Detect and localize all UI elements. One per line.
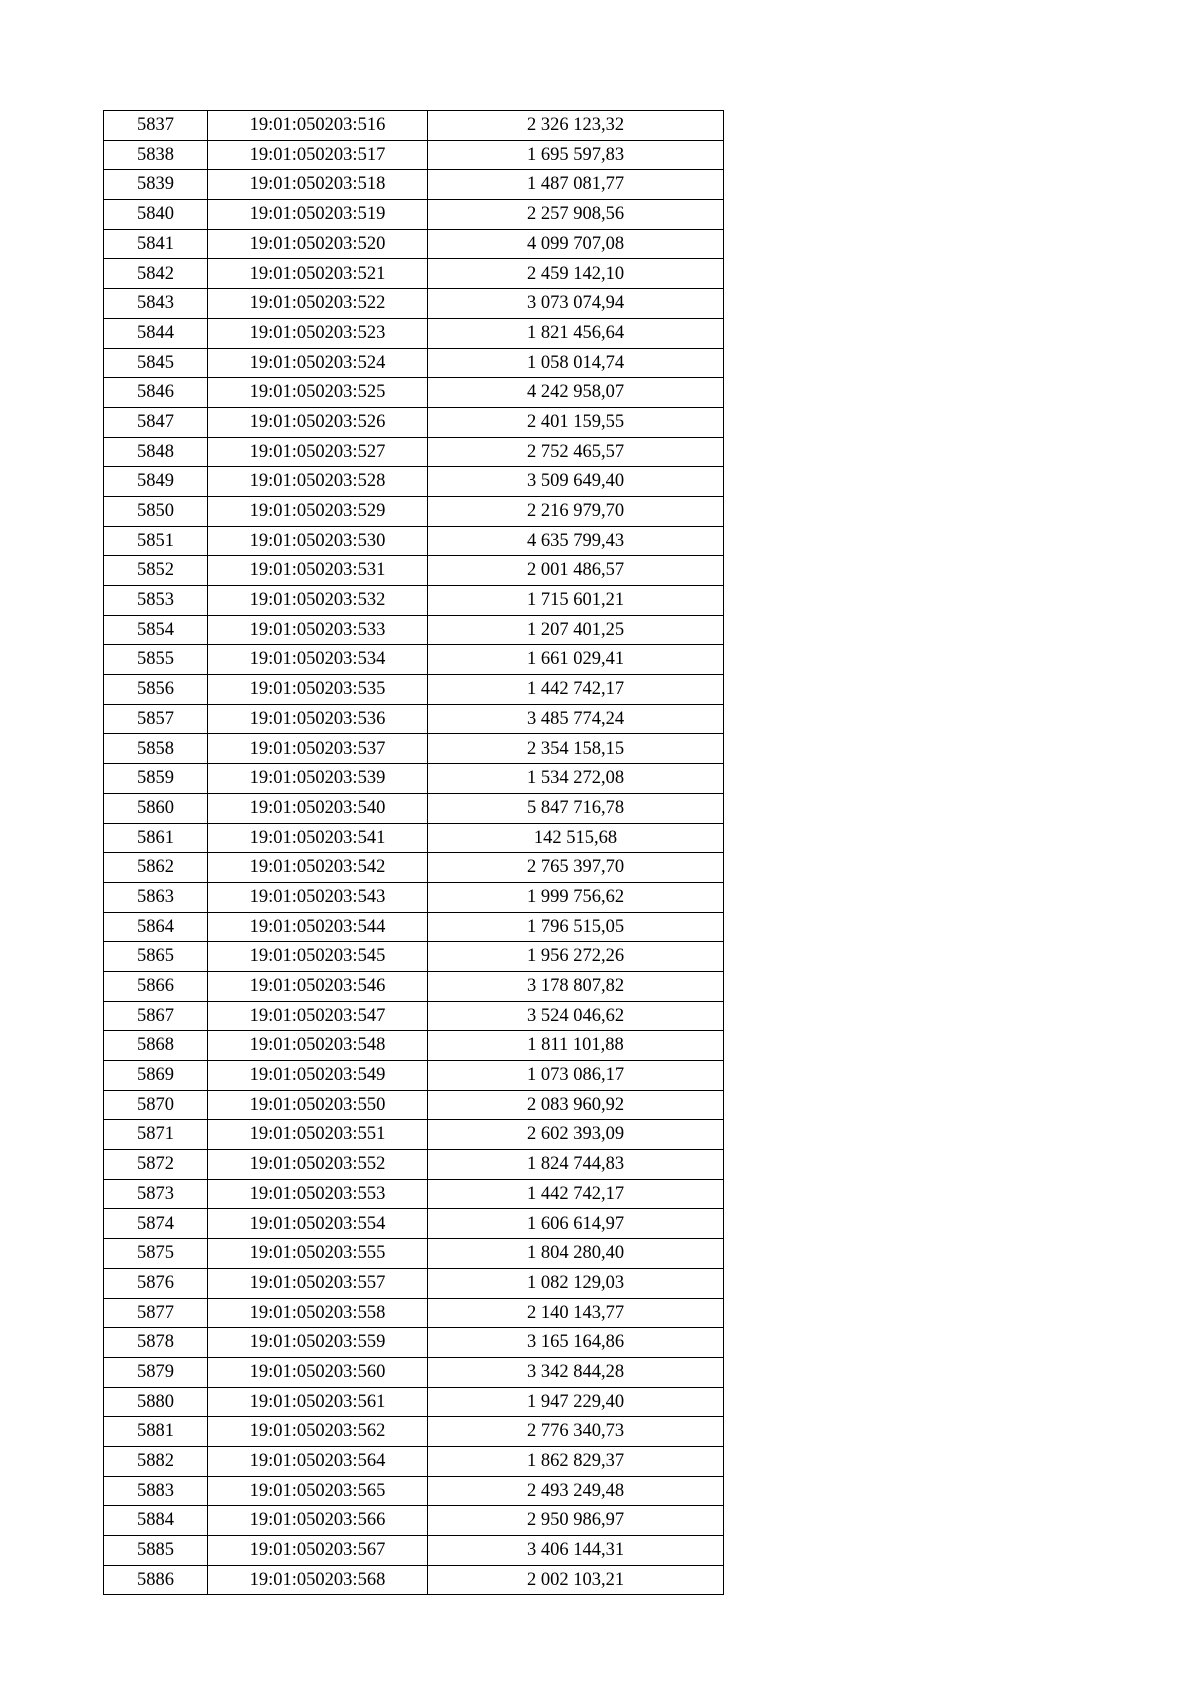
value-cell: 2 765 397,70: [428, 853, 724, 883]
value-cell: 1 606 614,97: [428, 1209, 724, 1239]
table-row: [104, 1387, 724, 1417]
value-cell: 2 459 142,10: [428, 259, 724, 289]
table-row: [104, 734, 724, 764]
row-number-cell: 5882: [104, 1446, 208, 1476]
row-number-cell: 5861: [104, 823, 208, 853]
cadastral-number-cell: 19:01:050203:520: [208, 229, 428, 259]
cadastral-number-cell: 19:01:050203:557: [208, 1268, 428, 1298]
cadastral-number-cell: 19:01:050203:551: [208, 1120, 428, 1150]
cadastral-number-cell: 19:01:050203:540: [208, 793, 428, 823]
table-row: [104, 407, 724, 437]
cadastral-number-cell: 19:01:050203:564: [208, 1446, 428, 1476]
row-number-cell: 5850: [104, 496, 208, 526]
table-row: [104, 704, 724, 734]
row-number-cell: 5845: [104, 348, 208, 378]
cadastral-number-cell: 19:01:050203:521: [208, 259, 428, 289]
table-row: [104, 378, 724, 408]
cadastral-number-cell: 19:01:050203:523: [208, 318, 428, 348]
value-cell: 3 509 649,40: [428, 467, 724, 497]
cadastral-number-cell: 19:01:050203:516: [208, 111, 428, 141]
row-number-cell: 5851: [104, 526, 208, 556]
value-cell: 1 661 029,41: [428, 645, 724, 675]
value-cell: 1 487 081,77: [428, 170, 724, 200]
table-row: [104, 971, 724, 1001]
row-number-cell: 5886: [104, 1565, 208, 1595]
table-row: [104, 675, 724, 705]
cadastral-number-cell: 19:01:050203:531: [208, 556, 428, 586]
cadastral-number-cell: 19:01:050203:550: [208, 1090, 428, 1120]
row-number-cell: 5885: [104, 1536, 208, 1566]
table-row: [104, 1298, 724, 1328]
row-number-cell: 5847: [104, 407, 208, 437]
cadastral-number-cell: 19:01:050203:567: [208, 1536, 428, 1566]
row-number-cell: 5884: [104, 1506, 208, 1536]
cadastral-number-cell: 19:01:050203:542: [208, 853, 428, 883]
value-cell: 1 207 401,25: [428, 615, 724, 645]
value-cell: 4 099 707,08: [428, 229, 724, 259]
table-row: [104, 793, 724, 823]
data-table: [103, 110, 724, 1595]
cadastral-number-cell: 19:01:050203:539: [208, 764, 428, 794]
value-cell: 1 442 742,17: [428, 675, 724, 705]
row-number-cell: 5838: [104, 140, 208, 170]
value-cell: 3 406 144,31: [428, 1536, 724, 1566]
value-cell: 1 695 597,83: [428, 140, 724, 170]
row-number-cell: 5848: [104, 437, 208, 467]
value-cell: 2 326 123,32: [428, 111, 724, 141]
row-number-cell: 5875: [104, 1239, 208, 1269]
cadastral-number-cell: 19:01:050203:527: [208, 437, 428, 467]
cadastral-number-cell: 19:01:050203:562: [208, 1417, 428, 1447]
table-row: [104, 1536, 724, 1566]
row-number-cell: 5849: [104, 467, 208, 497]
row-number-cell: 5871: [104, 1120, 208, 1150]
value-cell: 3 524 046,62: [428, 1001, 724, 1031]
row-number-cell: 5877: [104, 1298, 208, 1328]
row-number-cell: 5870: [104, 1090, 208, 1120]
table-row: [104, 1150, 724, 1180]
row-number-cell: 5867: [104, 1001, 208, 1031]
value-cell: 1 073 086,17: [428, 1061, 724, 1091]
value-cell: 1 811 101,88: [428, 1031, 724, 1061]
row-number-cell: 5839: [104, 170, 208, 200]
table-row: [104, 526, 724, 556]
cadastral-number-cell: 19:01:050203:519: [208, 200, 428, 230]
row-number-cell: 5866: [104, 971, 208, 1001]
value-cell: 2 354 158,15: [428, 734, 724, 764]
cadastral-number-cell: 19:01:050203:552: [208, 1150, 428, 1180]
table-row: [104, 1446, 724, 1476]
cadastral-number-cell: 19:01:050203:543: [208, 882, 428, 912]
row-number-cell: 5873: [104, 1179, 208, 1209]
cadastral-number-cell: 19:01:050203:546: [208, 971, 428, 1001]
cadastral-number-cell: 19:01:050203:535: [208, 675, 428, 705]
value-cell: 2 493 249,48: [428, 1476, 724, 1506]
row-number-cell: 5858: [104, 734, 208, 764]
row-number-cell: 5854: [104, 615, 208, 645]
cadastral-number-cell: 19:01:050203:530: [208, 526, 428, 556]
value-cell: 1 058 014,74: [428, 348, 724, 378]
value-cell: 3 178 807,82: [428, 971, 724, 1001]
cadastral-number-cell: 19:01:050203:529: [208, 496, 428, 526]
value-cell: 1 956 272,26: [428, 942, 724, 972]
row-number-cell: 5852: [104, 556, 208, 586]
value-cell: 2 950 986,97: [428, 1506, 724, 1536]
cadastral-number-cell: 19:01:050203:525: [208, 378, 428, 408]
table-row: [104, 1239, 724, 1269]
value-cell: 4 242 958,07: [428, 378, 724, 408]
cadastral-number-cell: 19:01:050203:547: [208, 1001, 428, 1031]
row-number-cell: 5879: [104, 1357, 208, 1387]
value-cell: 142 515,68: [428, 823, 724, 853]
table-row: [104, 1268, 724, 1298]
table-row: [104, 318, 724, 348]
value-cell: 2 401 159,55: [428, 407, 724, 437]
table-row: [104, 615, 724, 645]
table-row: [104, 1417, 724, 1447]
row-number-cell: 5876: [104, 1268, 208, 1298]
cadastral-number-cell: 19:01:050203:553: [208, 1179, 428, 1209]
cadastral-number-cell: 19:01:050203:522: [208, 289, 428, 319]
value-cell: 4 635 799,43: [428, 526, 724, 556]
table-row: [104, 1031, 724, 1061]
table-row: [104, 259, 724, 289]
table-row: [104, 912, 724, 942]
value-cell: 2 752 465,57: [428, 437, 724, 467]
cadastral-number-cell: 19:01:050203:534: [208, 645, 428, 675]
row-number-cell: 5846: [104, 378, 208, 408]
cadastral-number-cell: 19:01:050203:554: [208, 1209, 428, 1239]
row-number-cell: 5841: [104, 229, 208, 259]
value-cell: 2 216 979,70: [428, 496, 724, 526]
cadastral-number-cell: 19:01:050203:537: [208, 734, 428, 764]
table-body: [104, 111, 724, 1595]
cadastral-number-cell: 19:01:050203:544: [208, 912, 428, 942]
row-number-cell: 5874: [104, 1209, 208, 1239]
row-number-cell: 5878: [104, 1328, 208, 1358]
value-cell: 1 999 756,62: [428, 882, 724, 912]
value-cell: 1 715 601,21: [428, 586, 724, 616]
cadastral-number-cell: 19:01:050203:565: [208, 1476, 428, 1506]
value-cell: 3 165 164,86: [428, 1328, 724, 1358]
cadastral-number-cell: 19:01:050203:559: [208, 1328, 428, 1358]
value-cell: 2 776 340,73: [428, 1417, 724, 1447]
cadastral-number-cell: 19:01:050203:518: [208, 170, 428, 200]
table-row: [104, 1209, 724, 1239]
table-row: [104, 1120, 724, 1150]
table-row: [104, 1357, 724, 1387]
table-row: [104, 586, 724, 616]
row-number-cell: 5844: [104, 318, 208, 348]
row-number-cell: 5853: [104, 586, 208, 616]
value-cell: 5 847 716,78: [428, 793, 724, 823]
table-row: [104, 882, 724, 912]
table-row: [104, 170, 724, 200]
value-cell: 1 796 515,05: [428, 912, 724, 942]
cadastral-number-cell: 19:01:050203:568: [208, 1565, 428, 1595]
table-row: [104, 111, 724, 141]
cadastral-number-cell: 19:01:050203:566: [208, 1506, 428, 1536]
table-row: [104, 645, 724, 675]
table-row: [104, 853, 724, 883]
table-row: [104, 1476, 724, 1506]
value-cell: 1 804 280,40: [428, 1239, 724, 1269]
value-cell: 2 602 393,09: [428, 1120, 724, 1150]
row-number-cell: 5865: [104, 942, 208, 972]
table-row: [104, 348, 724, 378]
table-row: [104, 1565, 724, 1595]
value-cell: 1 824 744,83: [428, 1150, 724, 1180]
value-cell: 2 001 486,57: [428, 556, 724, 586]
table-row: [104, 764, 724, 794]
value-cell: 3 485 774,24: [428, 704, 724, 734]
cadastral-number-cell: 19:01:050203:532: [208, 586, 428, 616]
table-row: [104, 200, 724, 230]
table-row: [104, 467, 724, 497]
table-row: [104, 1328, 724, 1358]
row-number-cell: 5869: [104, 1061, 208, 1091]
cadastral-number-cell: 19:01:050203:558: [208, 1298, 428, 1328]
table-row: [104, 1179, 724, 1209]
value-cell: 3 342 844,28: [428, 1357, 724, 1387]
row-number-cell: 5868: [104, 1031, 208, 1061]
cadastral-number-cell: 19:01:050203:545: [208, 942, 428, 972]
cadastral-number-cell: 19:01:050203:549: [208, 1061, 428, 1091]
row-number-cell: 5872: [104, 1150, 208, 1180]
value-cell: 3 073 074,94: [428, 289, 724, 319]
cadastral-number-cell: 19:01:050203:548: [208, 1031, 428, 1061]
row-number-cell: 5857: [104, 704, 208, 734]
cadastral-number-cell: 19:01:050203:528: [208, 467, 428, 497]
row-number-cell: 5859: [104, 764, 208, 794]
row-number-cell: 5880: [104, 1387, 208, 1417]
row-number-cell: 5883: [104, 1476, 208, 1506]
table-row: [104, 1506, 724, 1536]
value-cell: 1 442 742,17: [428, 1179, 724, 1209]
value-cell: 1 821 456,64: [428, 318, 724, 348]
table-row: [104, 1001, 724, 1031]
value-cell: 2 140 143,77: [428, 1298, 724, 1328]
cadastral-number-cell: 19:01:050203:536: [208, 704, 428, 734]
row-number-cell: 5856: [104, 675, 208, 705]
row-number-cell: 5860: [104, 793, 208, 823]
row-number-cell: 5842: [104, 259, 208, 289]
cadastral-number-cell: 19:01:050203:541: [208, 823, 428, 853]
table-row: [104, 437, 724, 467]
table-row: [104, 140, 724, 170]
value-cell: 2 257 908,56: [428, 200, 724, 230]
table-row: [104, 942, 724, 972]
cadastral-number-cell: 19:01:050203:533: [208, 615, 428, 645]
row-number-cell: 5863: [104, 882, 208, 912]
row-number-cell: 5840: [104, 200, 208, 230]
value-cell: 1 862 829,37: [428, 1446, 724, 1476]
cadastral-number-cell: 19:01:050203:524: [208, 348, 428, 378]
cadastral-number-cell: 19:01:050203:517: [208, 140, 428, 170]
row-number-cell: 5855: [104, 645, 208, 675]
value-cell: 1 534 272,08: [428, 764, 724, 794]
row-number-cell: 5837: [104, 111, 208, 141]
value-cell: 2 002 103,21: [428, 1565, 724, 1595]
row-number-cell: 5862: [104, 853, 208, 883]
table-row: [104, 1090, 724, 1120]
row-number-cell: 5881: [104, 1417, 208, 1447]
table-row: [104, 229, 724, 259]
table-row: [104, 496, 724, 526]
row-number-cell: 5843: [104, 289, 208, 319]
value-cell: 1 082 129,03: [428, 1268, 724, 1298]
cadastral-number-cell: 19:01:050203:555: [208, 1239, 428, 1269]
cadastral-number-cell: 19:01:050203:561: [208, 1387, 428, 1417]
value-cell: 1 947 229,40: [428, 1387, 724, 1417]
cadastral-number-cell: 19:01:050203:560: [208, 1357, 428, 1387]
table-row: [104, 1061, 724, 1091]
table-row: [104, 289, 724, 319]
value-cell: 2 083 960,92: [428, 1090, 724, 1120]
table-row: [104, 823, 724, 853]
table-row: [104, 556, 724, 586]
row-number-cell: 5864: [104, 912, 208, 942]
cadastral-number-cell: 19:01:050203:526: [208, 407, 428, 437]
